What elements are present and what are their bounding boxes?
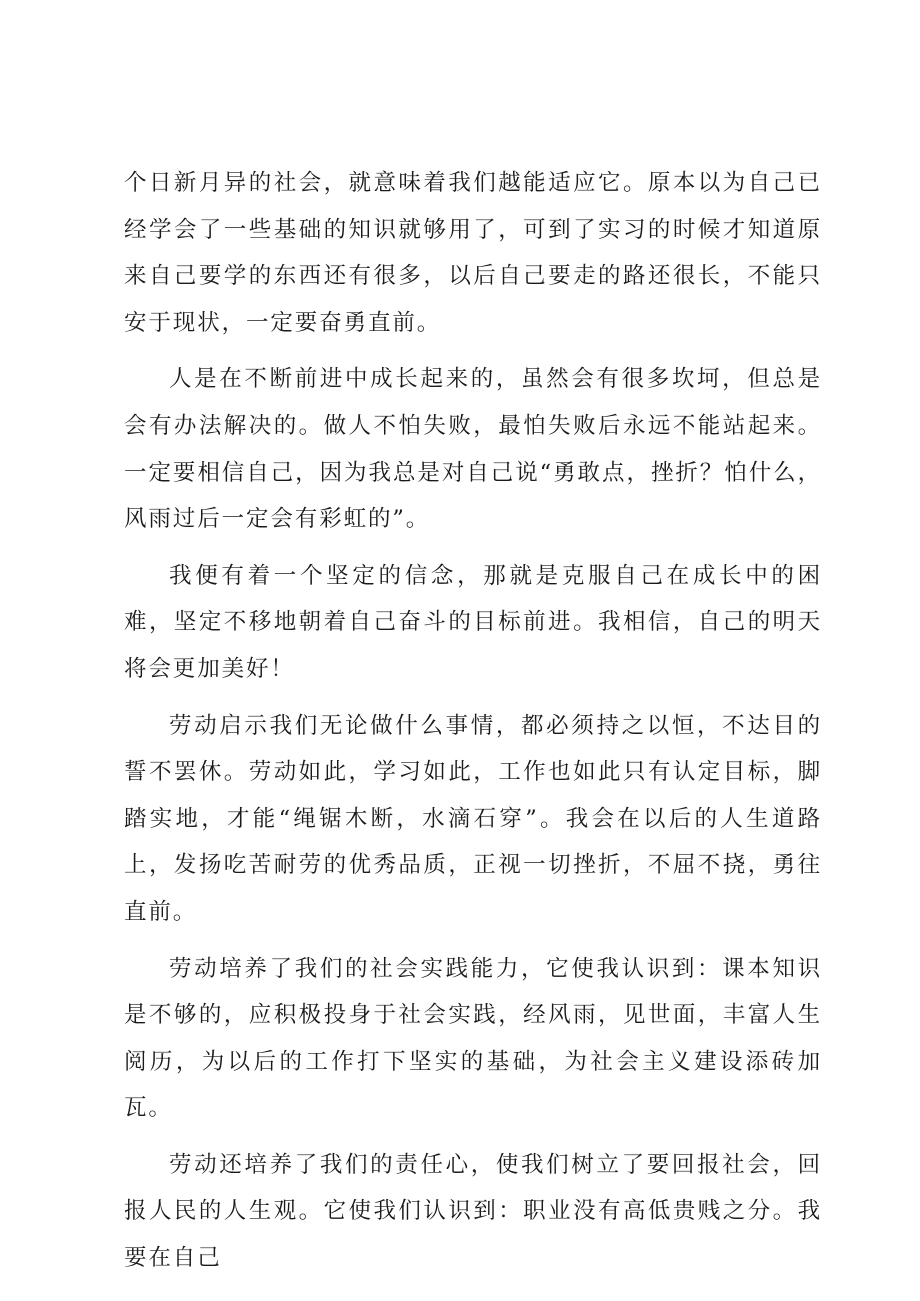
- paragraph-4: 劳动启示我们无论做什么事情，都必须持之以恒，不达目的誓不罢休。劳动如此，学习如此，工作也如此只有认定目标，脚踏实地，才能“绳锯木断，水滴石穿”。我会在以后的人生道路上，发扬吃苦耐劳的优秀品质，正视一切挫折，不屈不挠，勇往直前。: [124, 712, 822, 925]
- paragraph-1: 个日新月异的社会，就意味着我们越能适应它。原本以为自己已经学会了一些基础的知识就够用了，可到了实习的时候才知道原来自己要学的东西还有很多，以后自己要走的路还很长，不能只安于现状，一定要奋勇直前。: [124, 170, 822, 336]
- paragraph-3: 我便有着一个坚定的信念，那就是克服自己在成长中的困难，坚定不移地朝着自己奋斗的目标前进。我相信，自己的明天将会更加美好！: [124, 562, 822, 682]
- paragraph-2: 人是在不断前进中成长起来的，虽然会有很多坎坷，但总是会有办法解决的。做人不怕失败，最怕失败后永远不能站起来。一定要相信自己，因为我总是对自己说“勇敢点，挫折？怕什么，风雨过后一定会有彩虹的”。: [124, 366, 822, 533]
- document-body: [124, 160, 822, 1292]
- paragraph-6: 劳动还培养了我们的责任心，使我们树立了要回报社会，回报人民的人生观。它使我们认识到：职业没有高低贵贱之分。我要在自己: [124, 1151, 822, 1272]
- paragraph-5: 劳动培养了我们的社会实践能力，它使我认识到：课本知识是不够的，应积极投身于社会实践，经风雨，见世面，丰富人生阅历，为以后的工作打下坚实的基础，为社会主义建设添砖加瓦。: [124, 955, 822, 1122]
